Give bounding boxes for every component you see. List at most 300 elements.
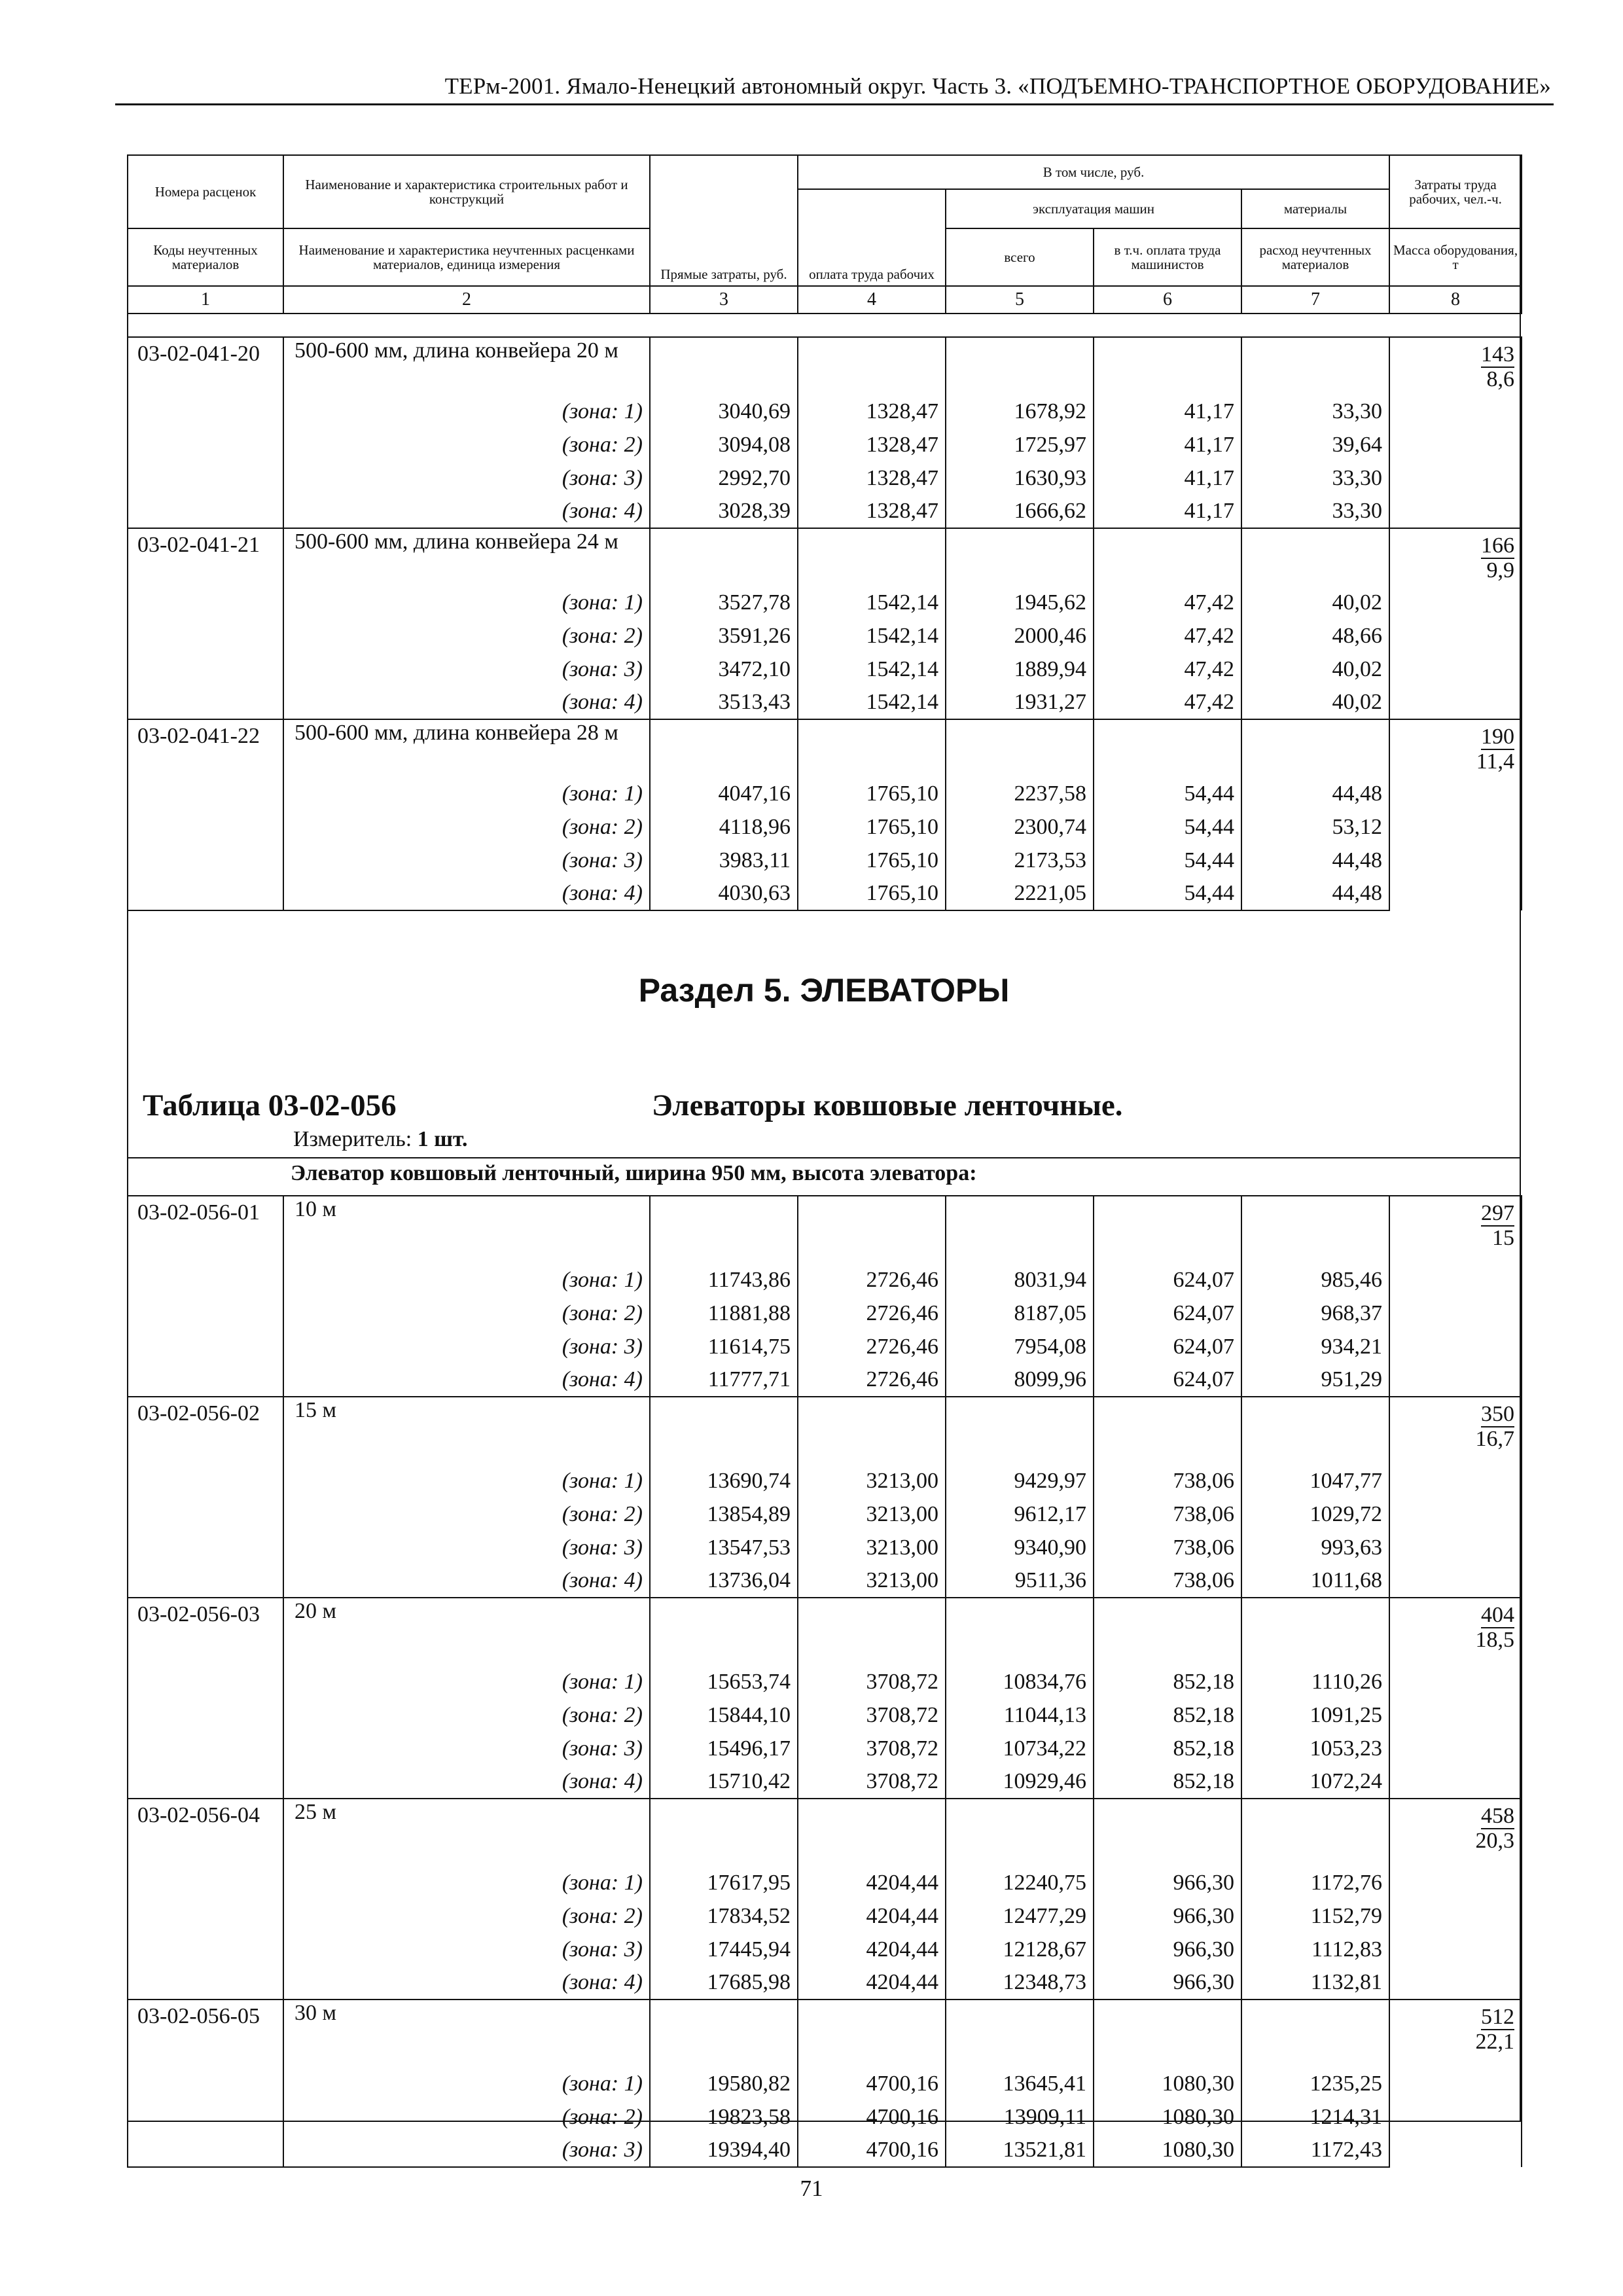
column-number: 4	[798, 286, 946, 314]
header-col1-top: Номера расценок	[128, 155, 283, 228]
worker-pay: 3213,00	[798, 1564, 946, 1598]
worker-pay: 4700,16	[798, 2067, 946, 2100]
worker-pay: 4204,44	[798, 1966, 946, 2000]
machinist-pay: 54,44	[1094, 777, 1241, 810]
empty-cell	[798, 1598, 946, 1665]
zone-label: (зона: 2)	[283, 619, 650, 653]
direct-cost: 3983,11	[650, 844, 798, 877]
empty-cell	[128, 653, 283, 686]
empty-cell	[1094, 1196, 1241, 1263]
empty-cell	[128, 844, 283, 877]
empty-cell	[128, 1464, 283, 1498]
zone-label: (зона: 1)	[283, 2067, 650, 2100]
equipment-mass: 18,5	[1475, 1627, 1514, 1652]
equipment-mass: 20,3	[1475, 1828, 1514, 1853]
header-col7: расход неучтенных материалов	[1241, 228, 1389, 286]
empty-cell	[128, 2100, 283, 2134]
materials-cost: 1132,81	[1241, 1966, 1389, 2000]
empty-cell	[128, 810, 283, 844]
zone-label: (зона: 2)	[283, 428, 650, 461]
worker-pay: 1328,47	[798, 428, 946, 461]
zone-row	[128, 2100, 1522, 2134]
machine-total: 9612,17	[946, 1498, 1094, 1531]
machinist-pay: 966,30	[1094, 1966, 1241, 2000]
zone-row	[128, 653, 1522, 686]
empty-cell	[946, 719, 1094, 777]
machine-total: 12128,67	[946, 1933, 1094, 1966]
worker-pay: 2726,46	[798, 1330, 946, 1363]
machinist-pay: 852,18	[1094, 1732, 1241, 1765]
worker-pay: 1542,14	[798, 619, 946, 653]
direct-cost: 17445,94	[650, 1933, 798, 1966]
zone-label: (зона: 4)	[283, 495, 650, 528]
labor-mass-cell	[1389, 528, 1522, 719]
column-number: 7	[1241, 286, 1389, 314]
page-number: 71	[800, 2176, 823, 2201]
empty-cell	[128, 1297, 283, 1330]
zone-row	[128, 877, 1522, 910]
direct-cost: 3040,69	[650, 395, 798, 428]
machine-total: 2221,05	[946, 877, 1094, 910]
worker-pay: 3708,72	[798, 1732, 946, 1765]
header-rule	[115, 103, 1554, 105]
empty-cell	[650, 1196, 798, 1263]
zone-label: (зона: 4)	[283, 1966, 650, 2000]
machine-total: 13909,11	[946, 2100, 1094, 2134]
direct-cost: 3591,26	[650, 619, 798, 653]
empty-cell	[946, 337, 1094, 395]
zone-row	[128, 1698, 1522, 1732]
rates-table-conveyors	[127, 336, 1522, 911]
worker-pay: 1765,10	[798, 777, 946, 810]
machinist-pay: 624,07	[1094, 1330, 1241, 1363]
column-number: 2	[283, 286, 650, 314]
header-col4: оплата труда рабочих	[798, 189, 946, 286]
rate-code: 03-02-041-21	[128, 528, 283, 586]
materials-cost: 33,30	[1241, 395, 1389, 428]
header-col1-bottom: Коды неучтенных материалов	[128, 228, 283, 286]
machinist-pay: 852,18	[1094, 1665, 1241, 1698]
machine-total: 13645,41	[946, 2067, 1094, 2100]
zone-label: (зона: 1)	[283, 1464, 650, 1498]
direct-cost: 11743,86	[650, 1263, 798, 1297]
rate-block-title-row	[128, 528, 1522, 586]
empty-cell	[128, 686, 283, 719]
zone-label: (зона: 3)	[283, 2134, 650, 2167]
empty-cell	[650, 528, 798, 586]
machine-total: 12477,29	[946, 1899, 1094, 1933]
machine-total: 8099,96	[946, 1363, 1094, 1397]
zone-label: (зона: 3)	[283, 1933, 650, 1966]
direct-cost: 13547,53	[650, 1531, 798, 1564]
empty-cell	[946, 1598, 1094, 1665]
empty-cell	[1094, 719, 1241, 777]
direct-cost: 19823,58	[650, 2100, 798, 2134]
empty-cell	[128, 1564, 283, 1598]
header-col8-bottom: Масса оборудования, т	[1389, 228, 1522, 286]
column-number: 3	[650, 286, 798, 314]
worker-pay: 2726,46	[798, 1297, 946, 1330]
zone-row	[128, 1363, 1522, 1397]
direct-cost: 3028,39	[650, 495, 798, 528]
rate-name: 500-600 мм, длина конвейера 20 м	[283, 337, 650, 395]
machine-total: 7954,08	[946, 1330, 1094, 1363]
machinist-pay: 47,42	[1094, 686, 1241, 719]
zone-row	[128, 1732, 1522, 1765]
machinist-pay: 1080,30	[1094, 2067, 1241, 2100]
machinist-pay: 54,44	[1094, 877, 1241, 910]
rate-name: 20 м	[283, 1598, 650, 1665]
worker-pay: 3213,00	[798, 1498, 946, 1531]
machine-total: 2000,46	[946, 619, 1094, 653]
direct-cost: 15653,74	[650, 1665, 798, 1698]
machinist-pay: 624,07	[1094, 1263, 1241, 1297]
worker-pay: 1328,47	[798, 395, 946, 428]
machine-total: 10834,76	[946, 1665, 1094, 1698]
machinist-pay: 54,44	[1094, 844, 1241, 877]
materials-cost: 44,48	[1241, 877, 1389, 910]
materials-cost: 39,64	[1241, 428, 1389, 461]
rate-code: 03-02-056-05	[128, 2000, 283, 2067]
machinist-pay: 624,07	[1094, 1297, 1241, 1330]
machine-total: 8187,05	[946, 1297, 1094, 1330]
machinist-pay: 966,30	[1094, 1933, 1241, 1966]
worker-pay: 1765,10	[798, 810, 946, 844]
zone-row	[128, 1498, 1522, 1531]
empty-cell	[650, 2000, 798, 2067]
empty-cell	[946, 1196, 1094, 1263]
empty-cell	[798, 337, 946, 395]
header-col2-top: Наименование и характеристика строительных работ и конструкций	[283, 155, 650, 228]
machinist-pay: 54,44	[1094, 810, 1241, 844]
materials-cost: 993,63	[1241, 1531, 1389, 1564]
zone-row	[128, 1966, 1522, 2000]
materials-cost: 48,66	[1241, 619, 1389, 653]
zone-row	[128, 1564, 1522, 1598]
empty-cell	[798, 719, 946, 777]
machine-total: 2300,74	[946, 810, 1094, 844]
machinist-pay: 852,18	[1094, 1698, 1241, 1732]
materials-cost: 934,21	[1241, 1330, 1389, 1363]
labor-hours: 350	[1481, 1402, 1514, 1426]
zone-label: (зона: 2)	[283, 2100, 650, 2134]
header-col3: Прямые затраты, руб.	[650, 155, 798, 286]
empty-cell	[128, 1665, 283, 1698]
machine-total: 10929,46	[946, 1765, 1094, 1799]
rate-block-title-row	[128, 1397, 1522, 1464]
materials-cost: 1214,31	[1241, 2100, 1389, 2134]
machinist-pay: 41,17	[1094, 395, 1241, 428]
rate-block-title-row	[128, 719, 1522, 777]
zone-row	[128, 686, 1522, 719]
materials-cost: 1072,24	[1241, 1765, 1389, 1799]
direct-cost: 19394,40	[650, 2134, 798, 2167]
empty-cell	[128, 2134, 283, 2167]
direct-cost: 3527,78	[650, 586, 798, 619]
labor-mass-cell	[1389, 719, 1522, 910]
rates-table-elevators	[127, 1195, 1522, 2168]
zone-row	[128, 1531, 1522, 1564]
zone-row	[128, 1866, 1522, 1899]
rate-code: 03-02-056-03	[128, 1598, 283, 1665]
machine-total: 1931,27	[946, 686, 1094, 719]
direct-cost: 11881,88	[650, 1297, 798, 1330]
zone-row	[128, 619, 1522, 653]
machinist-pay: 852,18	[1094, 1765, 1241, 1799]
zone-label: (зона: 4)	[283, 1564, 650, 1598]
empty-cell	[1094, 2000, 1241, 2067]
direct-cost: 13690,74	[650, 1464, 798, 1498]
zone-label: (зона: 3)	[283, 1732, 650, 1765]
machine-total: 1725,97	[946, 428, 1094, 461]
empty-cell	[128, 1363, 283, 1397]
labor-hours: 143	[1481, 342, 1514, 367]
header-materials: материалы	[1241, 189, 1389, 228]
zone-label: (зона: 3)	[283, 1330, 650, 1363]
column-number: 6	[1094, 286, 1241, 314]
machinist-pay: 738,06	[1094, 1464, 1241, 1498]
equipment-mass: 22,1	[1475, 2029, 1514, 2054]
rate-name: 30 м	[283, 2000, 650, 2067]
subhead-rule	[127, 1157, 1521, 1158]
materials-cost: 33,30	[1241, 461, 1389, 495]
labor-hours: 404	[1481, 1603, 1514, 1627]
machine-total: 1889,94	[946, 653, 1094, 686]
empty-cell	[128, 1330, 283, 1363]
direct-cost: 3472,10	[650, 653, 798, 686]
materials-cost: 1047,77	[1241, 1464, 1389, 1498]
rate-code: 03-02-041-22	[128, 719, 283, 777]
direct-cost: 11614,75	[650, 1330, 798, 1363]
worker-pay: 4204,44	[798, 1899, 946, 1933]
direct-cost: 19580,82	[650, 2067, 798, 2100]
worker-pay: 4700,16	[798, 2134, 946, 2167]
rate-code: 03-02-041-20	[128, 337, 283, 395]
empty-cell	[650, 1799, 798, 1866]
zone-row	[128, 1297, 1522, 1330]
empty-cell	[128, 777, 283, 810]
zone-row	[128, 2134, 1522, 2167]
column-number: 8	[1389, 286, 1522, 314]
zone-label: (зона: 4)	[283, 686, 650, 719]
worker-pay: 1328,47	[798, 495, 946, 528]
equipment-mass: 9,9	[1486, 558, 1514, 583]
table-header	[127, 154, 1522, 314]
empty-cell	[1241, 719, 1389, 777]
machinist-pay: 738,06	[1094, 1498, 1241, 1531]
direct-cost: 17685,98	[650, 1966, 798, 2000]
header-col5: всего	[946, 228, 1094, 286]
machine-total: 9429,97	[946, 1464, 1094, 1498]
direct-cost: 3094,08	[650, 428, 798, 461]
labor-hours: 458	[1481, 1804, 1514, 1828]
empty-cell	[128, 1765, 283, 1799]
rate-name: 25 м	[283, 1799, 650, 1866]
zone-label: (зона: 4)	[283, 877, 650, 910]
empty-cell	[650, 1598, 798, 1665]
zone-row	[128, 495, 1522, 528]
worker-pay: 1542,14	[798, 586, 946, 619]
worker-pay: 1328,47	[798, 461, 946, 495]
materials-cost: 40,02	[1241, 653, 1389, 686]
zone-label: (зона: 2)	[283, 1498, 650, 1531]
direct-cost: 15710,42	[650, 1765, 798, 1799]
header-col8-top: Затраты труда рабочих, чел.-ч.	[1389, 155, 1522, 228]
empty-cell	[1241, 1799, 1389, 1866]
worker-pay: 2726,46	[798, 1363, 946, 1397]
materials-cost: 1235,25	[1241, 2067, 1389, 2100]
empty-cell	[128, 428, 283, 461]
empty-cell	[946, 1799, 1094, 1866]
direct-cost: 13854,89	[650, 1498, 798, 1531]
equipment-mass: 16,7	[1475, 1426, 1514, 1451]
table-title: Элеваторы ковшовые ленточные.	[652, 1088, 1123, 1122]
materials-cost: 1152,79	[1241, 1899, 1389, 1933]
empty-cell	[1241, 1196, 1389, 1263]
rate-code: 03-02-056-02	[128, 1397, 283, 1464]
machine-total: 12348,73	[946, 1966, 1094, 2000]
rate-name: 10 м	[283, 1196, 650, 1263]
rate-name: 500-600 мм, длина конвейера 24 м	[283, 528, 650, 586]
machine-total: 8031,94	[946, 1263, 1094, 1297]
zone-label: (зона: 2)	[283, 810, 650, 844]
unit-value: 1 шт.	[417, 1127, 468, 1151]
machine-total: 2173,53	[946, 844, 1094, 877]
zone-row	[128, 1263, 1522, 1297]
labor-mass-cell	[1389, 1799, 1522, 2000]
labor-hours: 190	[1481, 725, 1514, 749]
empty-cell	[1094, 1598, 1241, 1665]
zone-label: (зона: 1)	[283, 586, 650, 619]
zone-label: (зона: 4)	[283, 1765, 650, 1799]
zone-label: (зона: 4)	[283, 1363, 650, 1397]
machine-total: 1630,93	[946, 461, 1094, 495]
empty-cell	[650, 1397, 798, 1464]
materials-cost: 968,37	[1241, 1297, 1389, 1330]
direct-cost: 4030,63	[650, 877, 798, 910]
zone-label: (зона: 3)	[283, 1531, 650, 1564]
zone-row	[128, 1933, 1522, 1966]
running-header: ТЕРм-2001. Ямало-Ненецкий автономный округ. Часть 3. «ПОДЪЕМНО-ТРАНСПОРТНОЕ ОБОРУДОВАНИЕ»	[444, 73, 1551, 99]
empty-cell	[128, 395, 283, 428]
zone-row	[128, 1665, 1522, 1698]
zone-label: (зона: 2)	[283, 1899, 650, 1933]
empty-cell	[128, 1498, 283, 1531]
zone-label: (зона: 3)	[283, 844, 650, 877]
materials-cost: 1011,68	[1241, 1564, 1389, 1598]
empty-cell	[946, 2000, 1094, 2067]
machine-total: 13521,81	[946, 2134, 1094, 2167]
machinist-pay: 738,06	[1094, 1531, 1241, 1564]
direct-cost: 15496,17	[650, 1732, 798, 1765]
zone-label: (зона: 3)	[283, 653, 650, 686]
rate-code: 03-02-056-01	[128, 1196, 283, 1263]
materials-cost: 1091,25	[1241, 1698, 1389, 1732]
zone-label: (зона: 1)	[283, 1263, 650, 1297]
materials-cost: 1110,26	[1241, 1665, 1389, 1698]
direct-cost: 15844,10	[650, 1698, 798, 1732]
zone-label: (зона: 2)	[283, 1297, 650, 1330]
machinist-pay: 1080,30	[1094, 2134, 1241, 2167]
direct-cost: 4118,96	[650, 810, 798, 844]
zone-row	[128, 428, 1522, 461]
worker-pay: 1542,14	[798, 686, 946, 719]
zone-label: (зона: 1)	[283, 1866, 650, 1899]
zone-row	[128, 1899, 1522, 1933]
materials-cost: 33,30	[1241, 495, 1389, 528]
empty-cell	[128, 1263, 283, 1297]
worker-pay: 4700,16	[798, 2100, 946, 2134]
machinist-pay: 966,30	[1094, 1866, 1241, 1899]
empty-cell	[1241, 1598, 1389, 1665]
materials-cost: 44,48	[1241, 844, 1389, 877]
empty-cell	[1094, 528, 1241, 586]
empty-cell	[128, 1933, 283, 1966]
header-col2-bottom: Наименование и характеристика неучтенных расценками материалов, единица измерения	[283, 228, 650, 286]
empty-cell	[128, 1531, 283, 1564]
machine-total: 9340,90	[946, 1531, 1094, 1564]
machinist-pay: 738,06	[1094, 1564, 1241, 1598]
materials-cost: 40,02	[1241, 686, 1389, 719]
empty-cell	[128, 586, 283, 619]
empty-cell	[946, 528, 1094, 586]
column-number: 5	[946, 286, 1094, 314]
worker-pay: 3213,00	[798, 1464, 946, 1498]
rate-block-title-row	[128, 1598, 1522, 1665]
table-label: Таблица 03-02-056	[143, 1088, 397, 1122]
machine-total: 1678,92	[946, 395, 1094, 428]
worker-pay: 4204,44	[798, 1933, 946, 1966]
unit-prefix: Измеритель:	[293, 1127, 412, 1151]
rate-block-title-row	[128, 1799, 1522, 1866]
rate-block-title-row	[128, 2000, 1522, 2067]
machinist-pay: 47,42	[1094, 619, 1241, 653]
empty-cell	[128, 461, 283, 495]
machinist-pay: 1080,30	[1094, 2100, 1241, 2134]
zone-row	[128, 777, 1522, 810]
rate-name: 500-600 мм, длина конвейера 28 м	[283, 719, 650, 777]
direct-cost: 2992,70	[650, 461, 798, 495]
materials-cost: 1172,76	[1241, 1866, 1389, 1899]
zone-row	[128, 395, 1522, 428]
machine-total: 2237,58	[946, 777, 1094, 810]
machine-total: 1945,62	[946, 586, 1094, 619]
empty-cell	[946, 1397, 1094, 1464]
equipment-mass: 11,4	[1476, 749, 1514, 774]
labor-mass-cell	[1389, 1397, 1522, 1598]
zone-label: (зона: 2)	[283, 1698, 650, 1732]
labor-hours: 512	[1481, 2005, 1514, 2029]
labor-mass-cell	[1389, 1598, 1522, 1799]
zone-label: (зона: 1)	[283, 777, 650, 810]
labor-mass-cell	[1389, 337, 1522, 528]
column-number: 1	[128, 286, 283, 314]
empty-cell	[798, 1799, 946, 1866]
worker-pay: 1542,14	[798, 653, 946, 686]
labor-hours: 166	[1481, 533, 1514, 558]
machinist-pay: 624,07	[1094, 1363, 1241, 1397]
empty-cell	[128, 495, 283, 528]
direct-cost: 11777,71	[650, 1363, 798, 1397]
direct-cost: 4047,16	[650, 777, 798, 810]
empty-cell	[128, 877, 283, 910]
labor-mass-cell	[1389, 1196, 1522, 1397]
materials-cost: 44,48	[1241, 777, 1389, 810]
materials-cost: 985,46	[1241, 1263, 1389, 1297]
worker-pay: 3213,00	[798, 1531, 946, 1564]
materials-cost: 53,12	[1241, 810, 1389, 844]
direct-cost: 17834,52	[650, 1899, 798, 1933]
